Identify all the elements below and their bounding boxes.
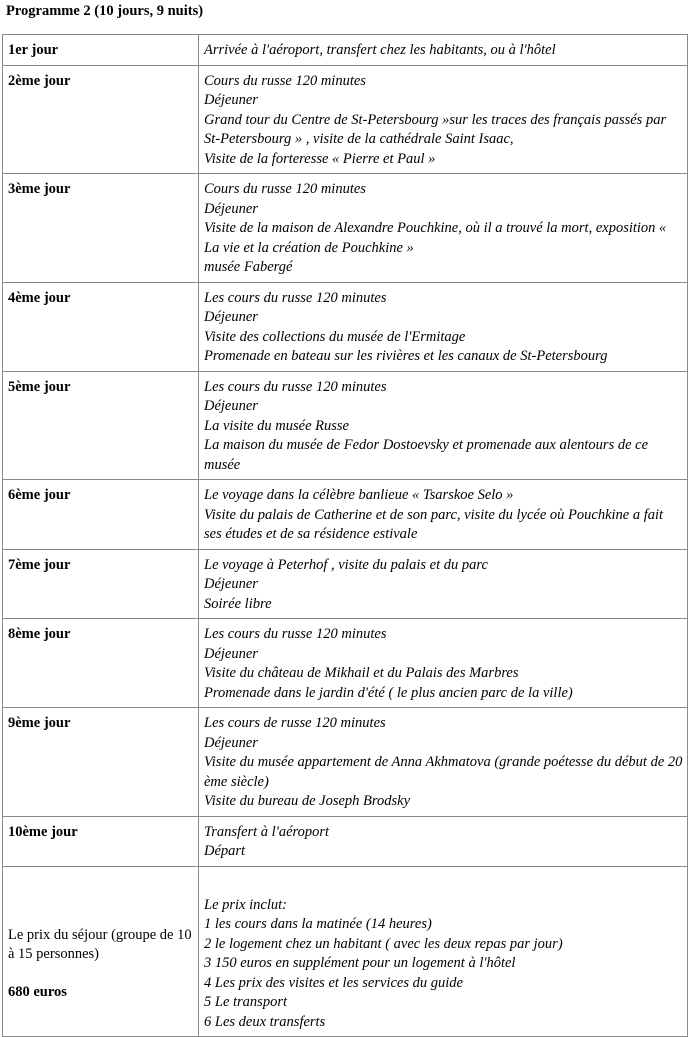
activity-line: Départ: [204, 843, 246, 859]
day-details: [199, 549, 688, 619]
activity-line: Déjeuner: [204, 309, 258, 325]
day-row: [3, 816, 688, 866]
activity-line: La maison du musée de Fedor Dostoevsky et promenade aux alentours de ce musée: [204, 437, 649, 473]
activity-line: Déjeuner: [204, 734, 258, 751]
price-label: Le prix du séjour (groupe de 10 à 15 personnes): [8, 926, 192, 962]
activity-line: Déjeuner: [204, 576, 258, 592]
day-row: [3, 371, 688, 480]
page-title: Programme 2 (10 jours, 9 nuits): [6, 3, 204, 19]
price-row: [3, 866, 688, 1037]
activity-line: Les cours du russe 120 minutes: [204, 289, 387, 306]
price-include-item: 5 Le transport: [204, 994, 287, 1010]
day-label: 5ème jour: [3, 371, 199, 480]
activity-line: Les cours du russe 120 minutes: [204, 378, 387, 395]
activity-line: Les cours de russe 120 minutes: [204, 715, 386, 731]
day-label: 4ème jour: [3, 282, 199, 371]
activity-line: Le voyage à Peterhof , visite du palais et du parc: [204, 556, 488, 573]
price-include-item: 3 150 euros en supplément pour un logement à l'hôtel: [204, 955, 516, 971]
day-details: [199, 816, 688, 866]
day-label: 2ème jour: [3, 65, 199, 174]
day-details: [199, 708, 688, 817]
day-details: [199, 35, 688, 66]
day-label: 9ème jour: [3, 708, 199, 817]
day-label: 7ème jour: [3, 549, 199, 619]
activity-line: Visite des collections du musée de l'Ermitage: [204, 328, 466, 345]
day-row: [3, 35, 688, 66]
day-label: 6ème jour: [3, 480, 199, 550]
price-value: 680 euros: [8, 983, 67, 1000]
price-includes-title: Le prix inclut:: [204, 896, 287, 913]
day-row: [3, 480, 688, 550]
activity-line: musée Fabergé: [204, 259, 293, 275]
price-include-item: 4 Les prix des visites et les services du guide: [204, 974, 463, 991]
activity-line: Promenade dans le jardin d'été ( le plus ancien parc de la ville): [204, 684, 573, 701]
price-cell: [3, 866, 199, 1037]
activity-line: Transfert à l'aéroport: [204, 823, 330, 840]
activity-line: Arrivée à l'aéroport, transfert chez les habitants, ou à l'hôtel: [204, 42, 556, 58]
activity-line: Grand tour du Centre de St-Petersbourg »sur les traces des français passés par St-Petersbourg » , visite de la cathédrale Saint Isaac,: [204, 111, 667, 147]
program-table-body: [3, 35, 688, 1037]
activity-line: Cours du russe 120 minutes: [204, 181, 366, 197]
activity-line: La visite du musée Russe: [204, 417, 349, 434]
activity-line: Cours du russe 120 minutes: [204, 72, 366, 89]
activity-line: Déjeuner: [204, 200, 258, 217]
day-label: 3ème jour: [3, 174, 199, 283]
activity-line: Visite du château de Mikhail et du Palais des Marbres: [204, 665, 519, 681]
activity-line: Soirée libre: [204, 595, 272, 612]
price-includes-cell: [199, 866, 688, 1037]
day-details: [199, 282, 688, 371]
price-include-item: 2 le logement chez un habitant ( avec les deux repas par jour): [204, 935, 563, 952]
program-table: [2, 34, 688, 1037]
day-row: [3, 708, 688, 817]
activity-line: Visite de la maison de Alexandre Pouchkine, où il a trouvé la mort, exposition « La vie et la création de Pouchkine »: [204, 220, 667, 256]
day-row: [3, 65, 688, 174]
day-details: [199, 65, 688, 174]
day-details: [199, 174, 688, 283]
activity-line: Déjeuner: [204, 398, 258, 414]
day-row: [3, 619, 688, 708]
day-details: [199, 371, 688, 480]
activity-line: Visite du musée appartement de Anna Akhmatova (grande poétesse du début de 20 ème siècle): [204, 754, 683, 790]
day-label: 10ème jour: [3, 816, 199, 866]
activity-line: Visite de la forteresse « Pierre et Paul »: [204, 150, 436, 167]
day-row: [3, 282, 688, 371]
activity-line: Promenade en bateau sur les rivières et les canaux de St-Petersbourg: [204, 348, 608, 364]
day-label: 8ème jour: [3, 619, 199, 708]
activity-line: Visite du palais de Catherine et de son parc, visite du lycée où Pouchkine a fait ses études et de sa résidence estivale: [204, 506, 664, 542]
price-include-item: 6 Les deux transferts: [204, 1013, 326, 1030]
price-include-item: 1 les cours dans la matinée (14 heures): [204, 916, 432, 932]
activity-line: Déjeuner: [204, 92, 258, 108]
activity-line: Le voyage dans la célèbre banlieue « Tsarskoe Selo »: [204, 487, 514, 503]
activity-line: Visite du bureau de Joseph Brodsky: [204, 793, 411, 809]
day-row: [3, 174, 688, 283]
day-label: 1er jour: [3, 35, 199, 66]
day-details: [199, 619, 688, 708]
activity-line: Déjeuner: [204, 645, 258, 662]
day-details: [199, 480, 688, 550]
day-row: [3, 549, 688, 619]
activity-line: Les cours du russe 120 minutes: [204, 626, 387, 642]
